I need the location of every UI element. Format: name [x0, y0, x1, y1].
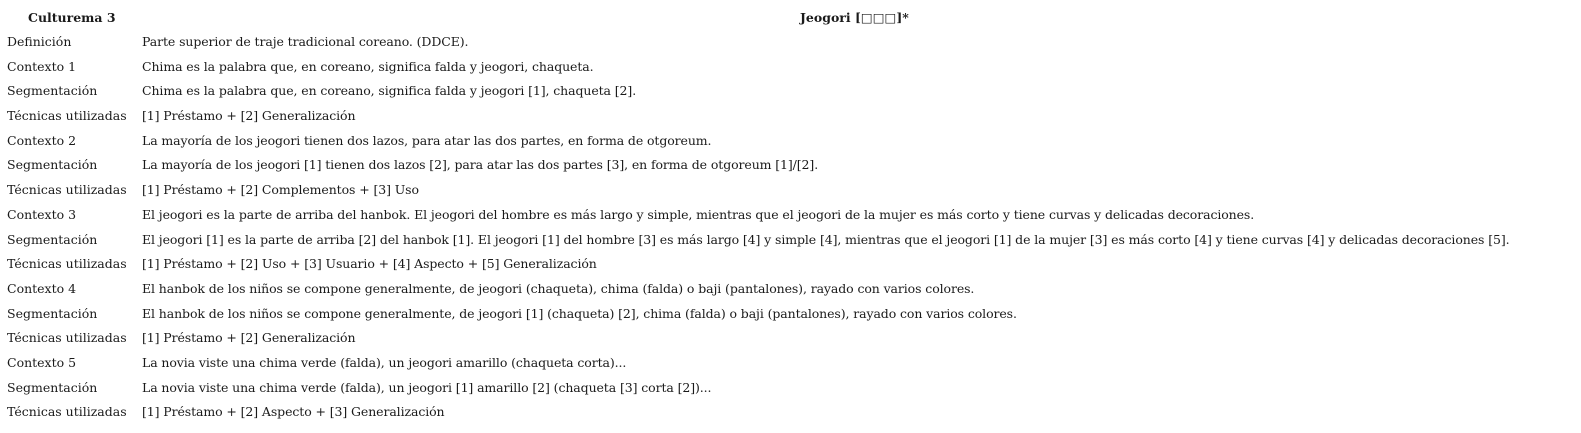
row-label: Contexto 5 [7, 354, 77, 370]
table-row [0, 107, 1581, 132]
row-label: Definición [7, 34, 72, 49]
row-value: [1] Préstamo + [2] Generalización [142, 108, 356, 124]
row-label: Segmentación [7, 157, 98, 173]
row-label: Segmentación [7, 83, 98, 99]
row-label: Contexto 1 [7, 58, 77, 74]
table-row [0, 156, 1581, 181]
table-body [0, 33, 1581, 428]
row-label: Técnicas utilizadas [7, 182, 127, 198]
row-value: [1] Préstamo + [2] Complementos + [3] Uso [142, 182, 419, 198]
table-row [0, 379, 1581, 404]
row-label: Técnicas utilizadas [7, 256, 127, 272]
row-label: Contexto 4 [7, 280, 77, 296]
table-row [0, 329, 1581, 354]
row-label: Segmentación [7, 305, 98, 321]
table-row [0, 305, 1581, 330]
table-row [0, 255, 1581, 280]
row-value: La novia viste una chima verde (falda), un jeogori amarillo (chaqueta corta)... [142, 354, 627, 370]
term-title: Jeogori [□□□]* [800, 10, 909, 25]
table-row [0, 231, 1581, 256]
row-value: Chima es la palabra que, en coreano, significa falda y jeogori, chaqueta. [142, 58, 594, 74]
table-row [0, 181, 1581, 206]
table-row [0, 280, 1581, 305]
table-row [0, 58, 1581, 83]
row-label: Técnicas utilizadas [7, 330, 127, 346]
row-value: La novia viste una chima verde (falda), un jeogori [1] amarillo [2] (chaqueta [3] corta [2])... [142, 379, 712, 395]
table-row [0, 33, 1581, 58]
row-label: Contexto 3 [7, 206, 77, 222]
row-value: Parte superior de traje tradicional coreano. (DDCE). [142, 34, 469, 49]
row-value: [1] Préstamo + [2] Uso + [3] Usuario + [4] Aspecto + [5] Generalización [142, 256, 597, 272]
row-value: La mayoría de los jeogori tienen dos lazos, para atar las dos partes, en forma de otgoreum. [142, 132, 712, 148]
table-row [0, 354, 1581, 379]
row-label: Contexto 2 [7, 132, 77, 148]
row-value: El hanbok de los niños se compone generalmente, de jeogori [1] (chaqueta) [2], chima (falda) o baji (pantalones), rayado con varios colores. [142, 305, 1017, 321]
row-value: Chima es la palabra que, en coreano, significa falda y jeogori [1], chaqueta [2]. [142, 83, 637, 99]
row-value: El hanbok de los niños se compone generalmente, de jeogori (chaqueta), chima (falda) o baji (pantalones), rayado con varios colores. [142, 280, 975, 296]
table-row [0, 403, 1581, 428]
row-label: Técnicas utilizadas [7, 108, 127, 124]
row-label: Segmentación [7, 379, 98, 395]
row-label: Segmentación [7, 231, 98, 247]
row-value: El jeogori [1] es la parte de arriba [2] del hanbok [1]. El jeogori [1] del hombre [3] es más largo [4] y simple [4], mientras que el jeogori [1] de la mujer [3] es más corto [4] y tiene curvas [4] y delicadas decoraciones [5]. [142, 231, 1510, 247]
row-label: Técnicas utilizadas [7, 404, 127, 420]
row-value: [1] Préstamo + [2] Aspecto + [3] Generalización [142, 404, 445, 420]
row-value: La mayoría de los jeogori [1] tienen dos lazos [2], para atar las dos partes [3], en forma de otgoreum [1]/[2]. [142, 157, 819, 173]
table-row [0, 82, 1581, 107]
culturema-title: Culturema 3 [28, 10, 116, 25]
table-row [0, 132, 1581, 157]
table-row [0, 206, 1581, 231]
row-value: El jeogori es la parte de arriba del hanbok. El jeogori del hombre es más largo y simple, mientras que el jeogori de la mujer es más corto y tiene curvas y delicadas decoraciones. [142, 206, 1255, 222]
row-value: [1] Préstamo + [2] Generalización [142, 330, 356, 346]
table-header [0, 9, 1581, 29]
